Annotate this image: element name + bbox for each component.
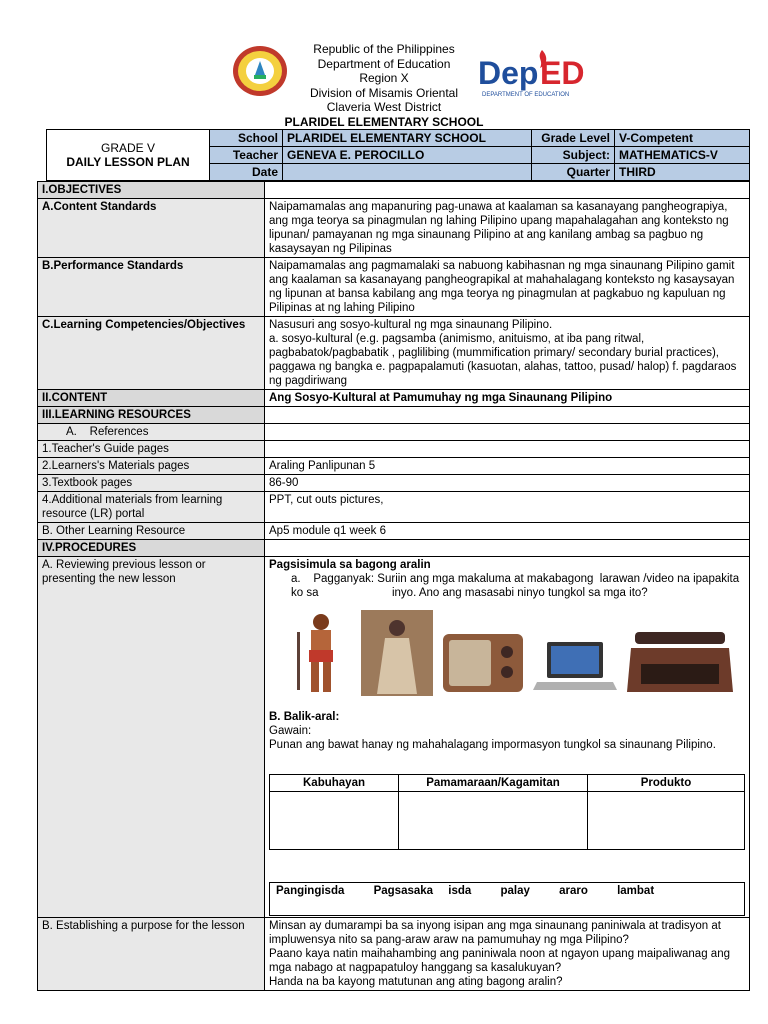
grade-cell (47, 130, 210, 181)
content-text: Ang Sosyo-Kultural at Pamumuhay ng mga Sinaunang Pilipino (265, 390, 750, 407)
purpose-line: Handa na ba kayong matutunan ang ating bagong aralin? (269, 976, 563, 988)
pagsisimula-title: Pagsisimula sa bagong aralin (269, 559, 431, 571)
date-label: Date (210, 164, 283, 181)
teacher-value: GENEVA E. PEROCILLO (283, 147, 532, 164)
svg-text:Dep: Dep (478, 55, 539, 91)
gawain-label: Gawain: (269, 725, 312, 737)
word-item: lambat (617, 885, 655, 897)
header-line: Republic of the Philippines (313, 42, 455, 56)
header-line: Region X (359, 71, 409, 85)
document-header (0, 42, 768, 129)
grade-label: GRADE V (100, 141, 155, 155)
blank-cell (265, 182, 750, 199)
tb-label: 3.Textbook pages (38, 475, 265, 492)
svg-text:DEPARTMENT OF EDUCATION: DEPARTMENT OF EDUCATION (482, 92, 570, 98)
balik-aral-title: B. Balik-aral: (269, 711, 340, 723)
purpose-line: Minsan ay dumarampi ba sa inyong isipan ang mga sinaunang paniniwala at tradisyon at impluwensya nito sa pang-araw araw na pamumuhay ng mga Pilipino? (269, 920, 721, 946)
competency-line: Nasusuri ang sosyo-kultural ng mga sinaunang Pilipino. (269, 319, 553, 331)
school-value: PLARIDEL ELEMENTARY SCHOOL (283, 130, 532, 147)
references-label: A. References (38, 424, 265, 441)
grade-level-label: Grade Level (532, 130, 615, 147)
svg-text:ED: ED (540, 55, 585, 91)
table-header: Produkto (588, 775, 745, 792)
instruction-text: Punan ang bawat hanay ng mahahalagang impormasyon tungkol sa sinaunang Pilipino. (269, 739, 716, 751)
lm-label: 2.Learners's Materials pages (38, 458, 265, 475)
quarter-value: THIRD (615, 164, 750, 181)
word-item: palay (500, 885, 530, 897)
other-resource-value: Ap5 module q1 week 6 (265, 523, 750, 540)
word-item: Pagsasaka (373, 885, 434, 897)
header-line: Division of Misamis Oriental (309, 85, 459, 100)
table-header: Pamamaraan/Kagamitan (399, 775, 588, 792)
date-value (283, 164, 532, 181)
content-heading: II.CONTENT (38, 390, 265, 407)
info-table (46, 129, 750, 181)
picture-strip (289, 606, 745, 696)
tg-label: 1.Teacher's Guide pages (38, 441, 265, 458)
additional-materials-value: PPT, cut outs pictures, (265, 492, 750, 523)
lesson-table (37, 181, 750, 991)
content-standards-text: Naipamamalas ang mapanuring pag-unawa at kaalaman sa kasanayang pangheograpiya, ang mga teorya sa pinagmulan ng lahing Pilipino upang mapahalagahan ang konteksto ng lipunan/ pamayanan ng mga sinaunang Pilipino at ang kanilang ambag sa pagbuo ng kasaysayan ng Pilipinas (265, 199, 750, 258)
fill-table (269, 774, 745, 850)
subject-label: Subject: (532, 147, 615, 164)
plan-label: DAILY LESSON PLAN (66, 155, 190, 169)
table-cell[interactable] (399, 792, 588, 850)
resources-heading: III.LEARNING RESOURCES (38, 407, 265, 424)
purpose-label: B. Establishing a purpose for the lesson (38, 918, 265, 991)
quarter-label: Quarter (532, 164, 615, 181)
table-cell[interactable] (270, 792, 399, 850)
performance-standards-label: B.Performance Standards (38, 258, 265, 317)
vintage-photo-icon (361, 610, 433, 696)
word-item: Pangingisda (276, 885, 345, 897)
tb-value: 86-90 (265, 475, 750, 492)
word-item: araro (559, 885, 588, 897)
reviewing-label: A. Reviewing previous lesson or presenting the new lesson (38, 557, 265, 918)
pagganyak-item: a. Pagganyak: Suriin ang mga makaluma at makabagong larawan /video na ipapakita ko sa inyo. Ano ang masasabi ninyo tungkol sa mga ito? (291, 573, 743, 599)
lm-value: Araling Panlipunan 5 (265, 458, 750, 475)
word-bank (269, 882, 745, 916)
additional-materials-label: 4.Additional materials from learning resource (LR) portal (38, 492, 265, 523)
content-standards-label: A.Content Standards (38, 199, 265, 258)
competencies-text (265, 317, 750, 390)
word-item: isda (448, 885, 472, 897)
blank-cell (265, 540, 750, 557)
purpose-content (265, 918, 750, 991)
school-label: School (210, 130, 283, 147)
other-resource-label: B. Other Learning Resource (38, 523, 265, 540)
radio-image-icon (441, 628, 525, 696)
subject-value: MATHEMATICS-V (615, 147, 750, 164)
header-line: Claveria West District (326, 100, 442, 114)
table-cell[interactable] (588, 792, 745, 850)
table-header: Kabuhayan (270, 775, 399, 792)
reviewing-content (265, 557, 750, 918)
blank-cell (265, 424, 750, 441)
grade-level-value: V-Competent (615, 130, 750, 147)
procedures-heading: IV.PROCEDURES (38, 540, 265, 557)
typewriter-image-icon (625, 630, 735, 696)
school-title: PLARIDEL ELEMENTARY SCHOOL (284, 114, 484, 129)
laptop-image-icon (533, 640, 617, 696)
blank-cell (265, 407, 750, 424)
performance-standards-text: Naipamamalas ang pagmamalaki sa nabuong kabihasnan ng mga sinaunang Pilipino gamit ang kaalaman sa kasanayang pangheograpikal at mahahalagang konteksto ng kasaysayan ng lipunan at bansa kabilang ang mga teorya ng pinagmulan at pagkabuo ng kapuluan ng Pilipinas at ng lahing Pilipino (265, 258, 750, 317)
tg-value (265, 441, 750, 458)
competencies-label: C.Learning Competencies/Objectives (38, 317, 265, 390)
warrior-image-icon (289, 610, 353, 696)
teacher-label: Teacher (210, 147, 283, 164)
objectives-heading: I.OBJECTIVES (38, 182, 265, 199)
header-line: Department of Education (317, 56, 451, 71)
purpose-line: Paano kaya natin maihahambing ang paniniwala noon at ngayon upang maipaliwanag ang mga nabago at nagpapatuloy hanggang sa kasalukuyan? (269, 948, 730, 974)
competency-line: a. sosyo-kultural (e.g. pagsamba (animismo, anituismo, at iba pang ritwal, pagbabatok/pagbabatik , paglilibing (mummification primary/ secondary burial practices), paggawa ng bangka e. pagpapalamuti (kasuotan, alahas, tattoo, pusad/ halop) f. pagdaraos ng pagdiriwang (269, 333, 737, 387)
